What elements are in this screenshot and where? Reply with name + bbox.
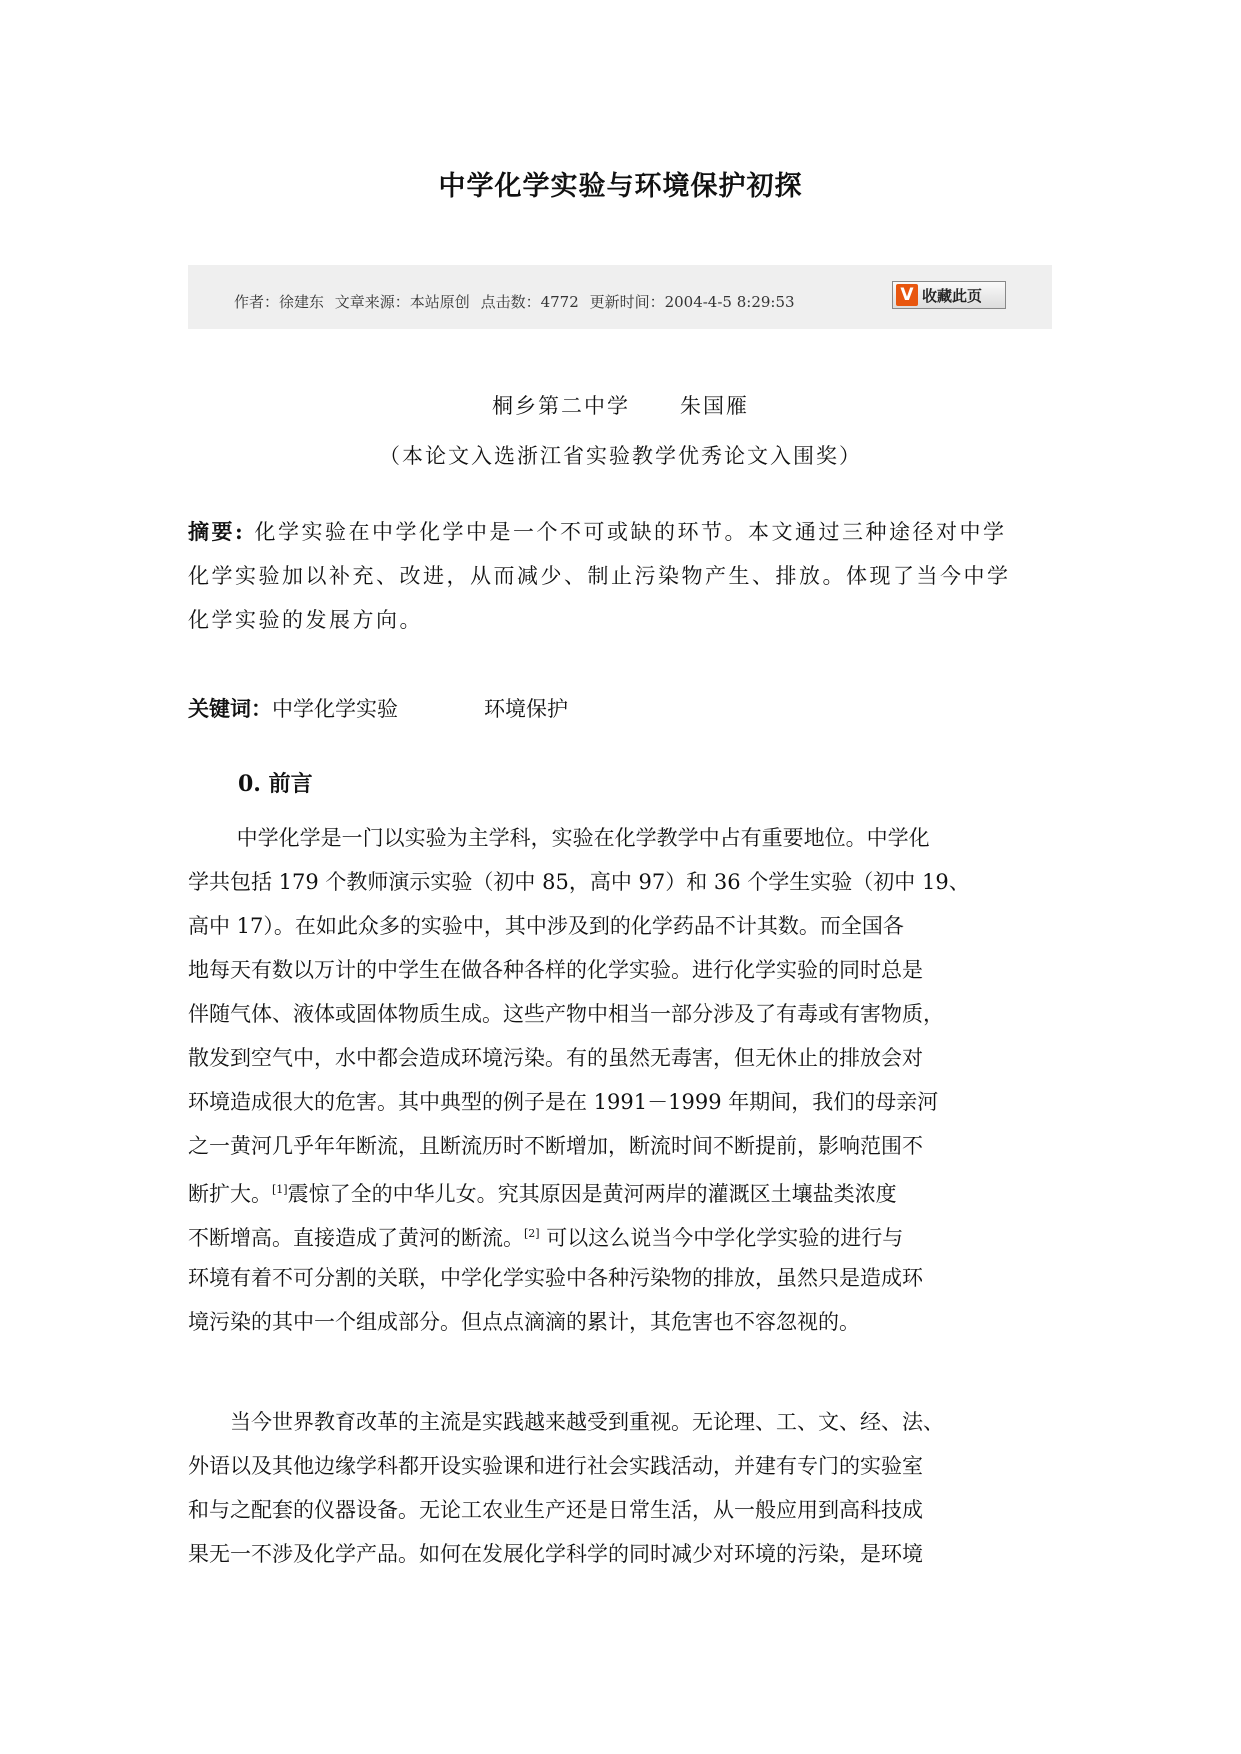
- article-meta-bar: [188, 265, 1052, 329]
- award-note: （本论文入选浙江省实验教学优秀论文入围奖）: [379, 444, 862, 468]
- body-line: 外语以及其他边缘学科都开设实验课和进行社会实践活动，并建有专门的实验室: [188, 1454, 923, 1478]
- abstract-label: 摘要:: [188, 519, 246, 544]
- author-name: 朱国雁: [680, 394, 749, 418]
- body-line: 和与之配套的仪器设备。无论工农业生产还是日常生活，从一般应用到高科技成: [188, 1498, 923, 1522]
- body-line: 环境有着不可分割的关联，中学化学实验中各种污染物的排放，虽然只是造成环: [188, 1266, 923, 1290]
- page-title: 中学化学实验与环境保护初探: [438, 171, 803, 202]
- body-line: 境污染的其中一个组成部分。但点点滴滴的累计，其危害也不容忽视的。: [188, 1310, 860, 1334]
- abstract-line: 化学实验加以补充、改进，从而减少、制止污染物产生、排放。体现了当今中学: [188, 564, 1011, 588]
- school-name: 桐乡第二中学: [492, 394, 630, 418]
- bookmark-v-icon: V: [896, 284, 918, 306]
- meta-source: 文章来源：本站原创: [334, 293, 470, 311]
- citation-ref[interactable]: [2]: [524, 1227, 540, 1240]
- bookmark-button[interactable]: [892, 281, 1006, 309]
- abstract-line: 化学实验在中学化学中是一个不可或缺的环节。本文通过三种途径对中学: [245, 520, 1007, 544]
- keywords: [188, 687, 1058, 731]
- body-line: 断扩大。[1]震惊了全的中华儿女。究其原因是黄河两岸的灌溉区土壤盐类浓度: [188, 1182, 897, 1206]
- body-line: 之一黄河几乎年年断流，且断流历时不断增加，断流时间不断提前，影响范围不: [188, 1134, 923, 1158]
- paragraph-foreword: [188, 816, 1058, 1344]
- article-meta: [234, 291, 801, 312]
- author-line: [0, 390, 1241, 420]
- meta-author: 作者：徐建东: [234, 293, 325, 311]
- body-line: 伴随气体、液体或固体物质生成。这些产物中相当一部分涉及了有毒或有害物质，: [188, 1002, 944, 1026]
- body-line: 高中 17）。在如此众多的实验中，其中涉及到的化学药品不计其数。而全国各: [188, 914, 904, 938]
- body-line: 当今世界教育改革的主流是实践越来越受到重视。无论理、工、文、经、法、: [230, 1410, 944, 1434]
- body-line: 环境造成很大的危害。其中典型的例子是在 1991－1999 年期间，我们的母亲河: [188, 1090, 939, 1114]
- section-heading: 0. 前言: [238, 771, 313, 797]
- body-line: 不断增高。直接造成了黄河的断流。[2] 可以这么说当今中学化学实验的进行与: [188, 1226, 904, 1250]
- keywords-label: 关键词：: [188, 696, 272, 721]
- body-line: 地每天有数以万计的中学生在做各种各样的化学实验。进行化学实验的同时总是: [188, 958, 923, 982]
- body-line: 散发到空气中，水中都会造成环境污染。有的虽然无毒害，但无休止的排放会对: [188, 1046, 923, 1070]
- keyword-item: 中学化学实验: [272, 697, 398, 721]
- meta-updated: 更新时间：2004-4-5 8:29:53: [589, 293, 795, 311]
- keyword-item: 环境保护: [484, 697, 568, 721]
- body-line: 学共包括 179 个教师演示实验（初中 85，高中 97）和 36 个学生实验（初中 19、: [188, 870, 970, 894]
- abstract-line: 化学实验的发展方向。: [188, 608, 423, 632]
- meta-hits: 点击数：4772: [480, 293, 579, 311]
- body-line: 果无一不涉及化学产品。如何在发展化学科学的同时减少对环境的污染，是环境: [188, 1542, 923, 1566]
- citation-ref[interactable]: [1]: [272, 1183, 288, 1196]
- bookmark-label: 收藏此页: [922, 286, 983, 305]
- abstract: [188, 510, 1058, 642]
- body-line: 中学化学是一门以实验为主学科，实验在化学教学中占有重要地位。中学化: [230, 826, 930, 850]
- paragraph-education: [188, 1400, 1058, 1576]
